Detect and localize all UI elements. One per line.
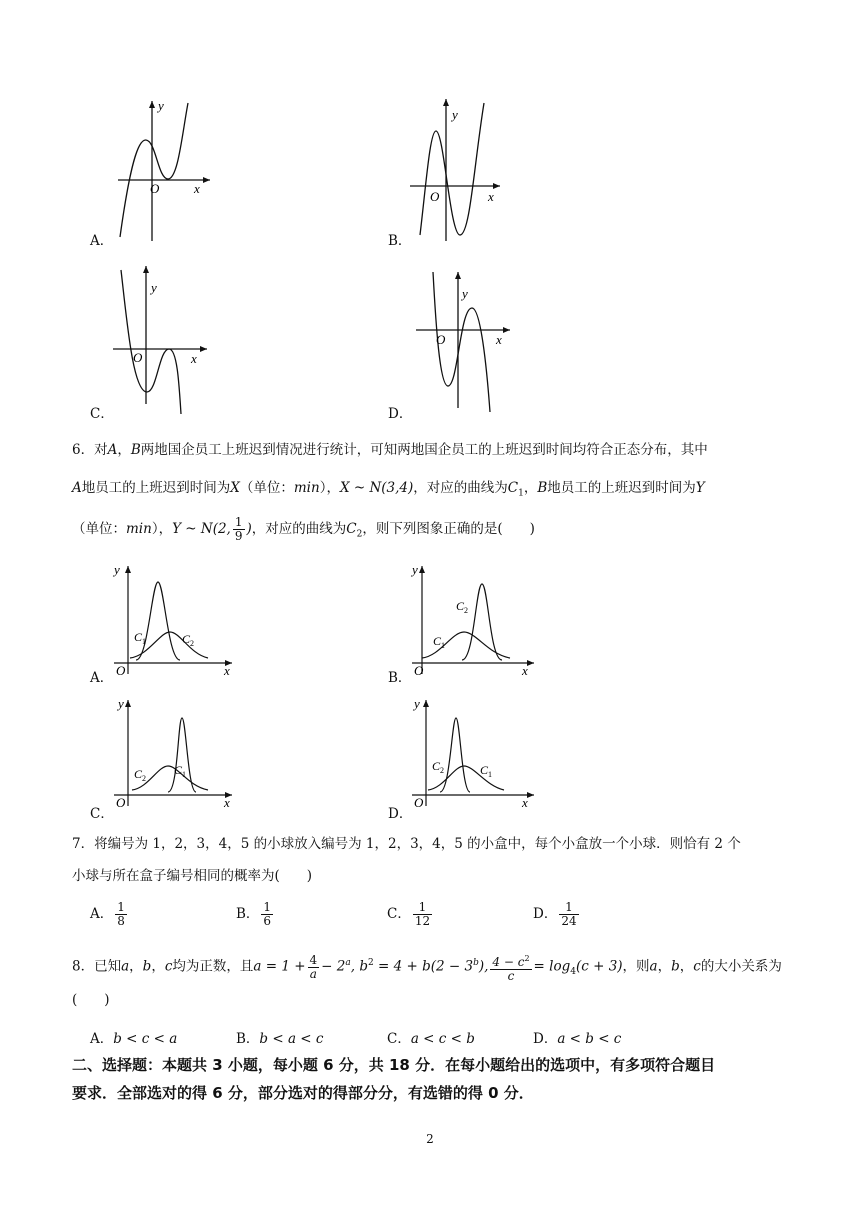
q6-line-1: 6．对A，B两地国企员工上班迟到情况进行统计，可知两地国企员工的上班迟到时间均符合正态分布，其中 xyxy=(72,442,708,458)
q5-c-origin: O xyxy=(133,350,143,365)
q6-graph-d xyxy=(406,696,546,821)
q7-line-1: 7．将编号为 1，2，3，4，5 的小球放入编号为 1，2，3，4，5 的小盒中，每个小盒放一个小球．则恰有 2 个 xyxy=(72,836,741,852)
q8-option-a: A．b < c < a xyxy=(90,1031,178,1047)
q5-option-a-label: A． xyxy=(90,233,114,249)
q5-option-d-label: D． xyxy=(388,406,413,422)
q6-graph-b xyxy=(406,560,546,685)
section-2-heading-line-2: 要求．全部选对的得 6 分，部分选对的得部分分，有选错的得 0 分． xyxy=(72,1084,534,1102)
q5-graph-c xyxy=(105,262,225,420)
q6-d-c1: $C_1$ xyxy=(480,763,493,779)
q6-a-c1: $C_1$ xyxy=(134,630,147,646)
q5-a-y: y xyxy=(158,98,164,113)
q6-d-origin: O xyxy=(414,795,424,810)
q6-c-c1: $C_1$ xyxy=(174,763,187,779)
q6-b-x: x xyxy=(522,663,528,678)
q6-c-x: x xyxy=(224,795,230,810)
q7-line-2: 小球与所在盒子编号相同的概率为( ) xyxy=(72,868,313,884)
q6-option-b-label: B． xyxy=(388,670,412,686)
q5-c-x: x xyxy=(191,351,197,366)
q6-line-2: A地员工的上班迟到时间为X（单位：min），X ~ N(3,4)，对应的曲线为$C_1$，B地员工的上班迟到时间为Y xyxy=(72,480,705,499)
q6-graph-c xyxy=(108,696,248,821)
q6-b-c1: $C_1$ xyxy=(433,634,446,650)
q6-graph-a xyxy=(108,560,248,685)
q6-option-a-label: A． xyxy=(90,670,114,686)
q6-d-y: y xyxy=(414,696,420,711)
q8-line-1: 8．已知a，b，c均为正数，且a = 1 + $\frac{4}{a}$ − $2^a$, $b^2 = 4 + b(2 - 3^b)$, $\frac{4 - c^2}{c}$ = $\log_4(c + 3)$，则a，b，c的大小关系为 xyxy=(72,952,782,983)
q5-a-origin: O xyxy=(150,181,160,196)
q5-graph-d xyxy=(408,268,528,418)
q5-d-origin: O xyxy=(436,332,446,347)
q5-c-y: y xyxy=(151,280,157,295)
q6-line-3: （单位：min），Y ~ N(2, $\frac{1}{9}$ )，对应的曲线为$C_2$，则下列图象正确的是( ) xyxy=(72,515,535,543)
q8-option-c: C．a < c < b xyxy=(387,1031,475,1047)
q5-a-x: x xyxy=(194,181,200,196)
q6-c-origin: O xyxy=(116,795,126,810)
q6-b-y: y xyxy=(412,562,418,577)
q6-b-c2: $C_2$ xyxy=(456,599,469,615)
section-2-heading-line-1: 二、选择题：本题共 3 小题，每小题 6 分，共 18 分．在每小题给出的选项中，有多项符合题目 xyxy=(72,1056,716,1074)
q5-b-x: x xyxy=(488,189,494,204)
q5-b-y: y xyxy=(452,107,458,122)
q5-option-b-label: B． xyxy=(388,233,412,249)
q7-option-d: D． $\frac{1}{24}$ xyxy=(533,900,577,928)
q6-a-x: x xyxy=(224,663,230,678)
q5-d-y: y xyxy=(462,286,468,301)
q6-option-d-label: D． xyxy=(388,806,413,822)
q6-a-c2: $C_2$ xyxy=(182,632,195,648)
q6-c-y: y xyxy=(118,696,124,711)
q6-c-c2: $C_2$ xyxy=(134,767,147,783)
q6-d-x: x xyxy=(522,795,528,810)
q5-option-c-label: C． xyxy=(90,406,114,422)
q5-d-x: x xyxy=(496,332,502,347)
q6-d-c2: $C_2$ xyxy=(432,759,445,775)
q5-b-origin: O xyxy=(430,189,440,204)
q6-a-origin: O xyxy=(116,663,126,678)
q6-a-y: y xyxy=(114,562,120,577)
q7-option-c: C． $\frac{1}{12}$ xyxy=(387,900,431,928)
q7-option-a: A． $\frac{1}{8}$ xyxy=(90,900,125,928)
q8-line-2: ( ) xyxy=(72,992,110,1008)
page-number: 2 xyxy=(426,1132,434,1146)
q6-b-origin: O xyxy=(414,663,424,678)
q8-option-d: D．a < b < c xyxy=(533,1031,622,1047)
q6-option-c-label: C． xyxy=(90,806,114,822)
q7-option-b: B． $\frac{1}{6}$ xyxy=(236,900,272,928)
q5-graph-b xyxy=(400,95,520,245)
q8-option-b: B．b < a < c xyxy=(236,1031,324,1047)
q5-graph-a xyxy=(100,95,220,245)
